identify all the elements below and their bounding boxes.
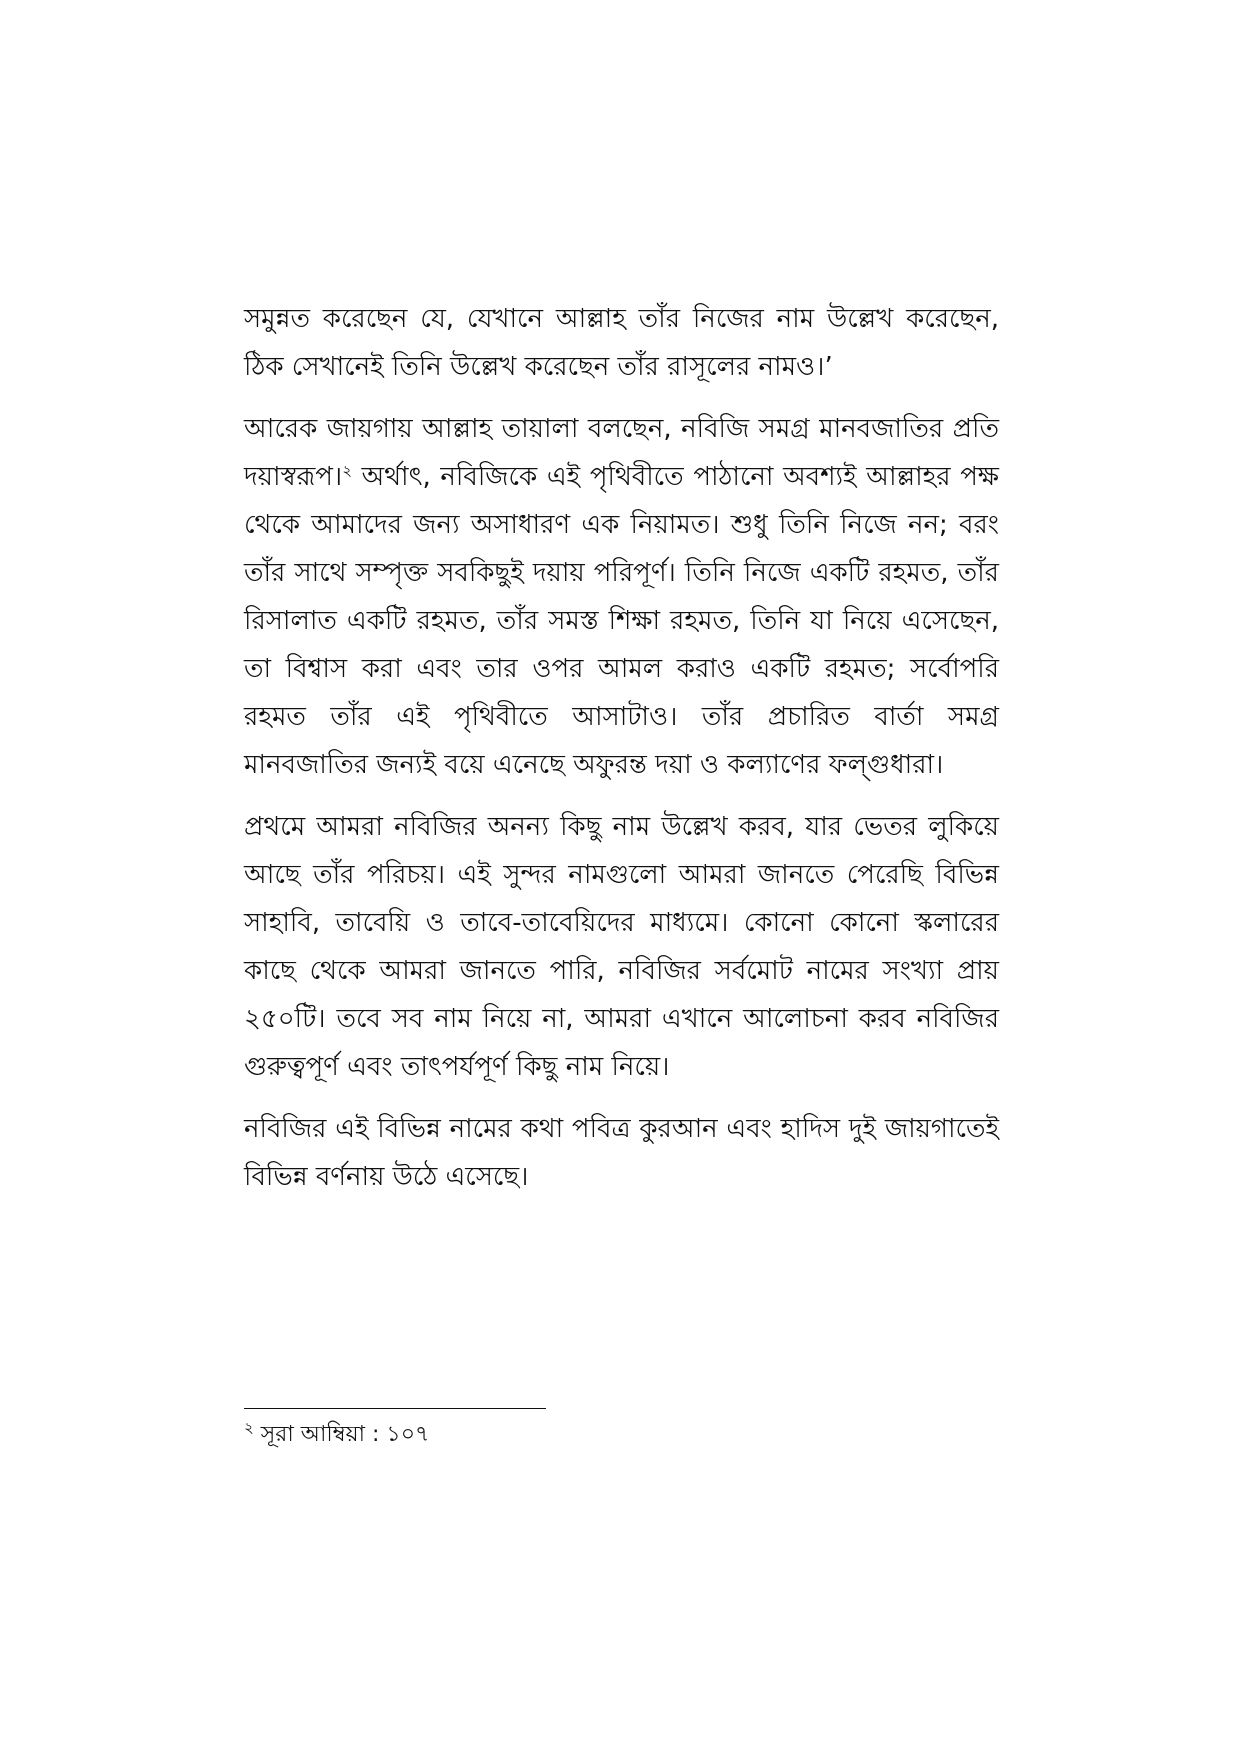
paragraph-1: সমুন্নত করেছেন যে, যেখানে আল্লাহ তাঁর নিজের নাম উল্লেখ করেছেন, ঠিক সেখানেই তিনি উল্লেখ করেছেন তাঁর রাসূলের নামও।’ xyxy=(244,304,999,382)
footnote xyxy=(244,1418,429,1452)
paragraph-2-part-3: অফুরন্ত দয়া ও কল্যাণের ফল্গুধারা। xyxy=(573,750,944,780)
paragraph-2 xyxy=(244,405,999,789)
page-body xyxy=(244,295,999,1215)
footnote-divider xyxy=(244,1408,546,1409)
paragraph-3: প্রথমে আমরা নবিজির অনন্য কিছু নাম উল্লেখ করব, যার ভেতর লুকিয়ে আছে তাঁর পরিচয়। এই সুন্দর নামগুলো আমরা জানতে পেরেছি বিভিন্ন সাহাবি, তাবেয়ি ও তাবে-তাবেয়িদের মাধ্যমে। কোনো কোনো স্কলারের কাছে থেকে আমরা জানতে পারি, নবিজির সর্বমোট নামের সংখ্যা প্রায় ২৫০টি। তবে সব নাম নিয়ে না, আমরা এখানে আলোচনা করব নবিজির গুরুত্বপূর্ণ এবং তাৎপর্যপূর্ণ কিছু নাম নিয়ে। xyxy=(244,812,999,1082)
footnote-text: সূরা আম্বিয়া : ১০৭ xyxy=(253,1422,430,1447)
paragraph-2-part-1: আরেক জায়গায় আল্লাহ তায়ালা বলছেন, নবিজি সমগ্র মানবজাতির প্রতি দয়াস্বরূপ। xyxy=(244,414,999,492)
footnote-marker: ২ xyxy=(244,1418,254,1437)
paragraph-4: নবিজির এই বিভিন্ন নামের কথা পবিত্র কুরআন এবং হাদিস দুই জায়গাতেই বিভিন্ন বর্ণনায় উঠে এসেছে। xyxy=(244,1114,999,1192)
paragraph-2-part-2: অর্থাৎ, নবিজিকে এই পৃথিবীতে পাঠানো অবশ্যই আল্লাহর পক্ষ থেকে আমাদের জন্য অসাধারণ এক নিয়ামত। শুধু তিনি নিজে নন; বরং তাঁর সাথে সম্পৃক্ত সবকিছুই দয়ায় পরিপূর্ণ। তিনি নিজে একটি রহমত, তাঁর রিসালাত একটি রহমত, তাঁর সমস্ত শিক্ষা রহমত, তিনি যা নিয়ে এসেছেন, তা বিশ্বাস করা এবং তার ওপর আমল করাও একটি রহমত; সর্বোপরি রহমত তাঁর এই পৃথিবীতে আসাটাও। তাঁর প্রচারিত বার্তা সমগ্র মানবজাতির জন্যই বয়ে এনেছে xyxy=(244,462,999,780)
footnote-reference: ২ xyxy=(342,461,352,480)
